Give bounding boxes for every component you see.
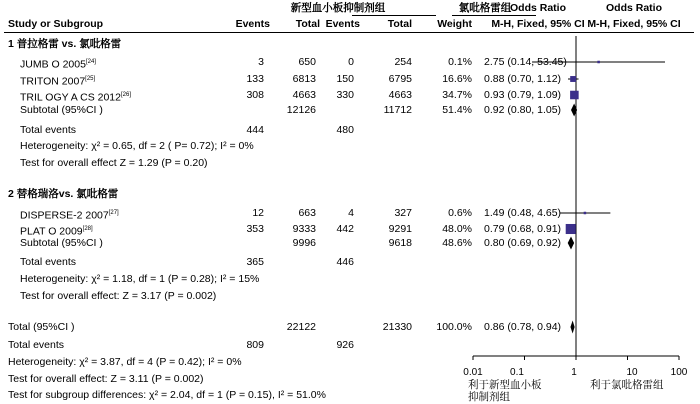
events2-cell: 330 <box>336 89 354 101</box>
total2-cell: 6795 <box>388 73 412 85</box>
ci-cell: 0.93 (0.79, 1.09) <box>484 89 562 101</box>
ci-cell: 1.49 (0.48, 4.65) <box>484 207 562 219</box>
events1-cell: 12 <box>252 207 264 219</box>
total-events-label: Total events <box>20 256 77 268</box>
total-label: Total (95%CI ) <box>8 321 75 333</box>
events1-cell: 3 <box>258 56 264 68</box>
study-ref: [27] <box>108 210 119 216</box>
study-name: TRIL OGY A CS 2012 <box>20 91 121 104</box>
total-ci: 0.86 (0.78, 0.94) <box>484 321 562 333</box>
odds-ratio-header-1: Odds Ratio <box>509 2 566 14</box>
total-events-1: 809 <box>246 339 264 351</box>
study-column-header: Study or Subgroup <box>8 18 104 30</box>
study-ref: [28] <box>82 226 93 232</box>
total-overall-effect-text: Test for overall effect: Z = 3.11 (P = 0.002) <box>8 373 204 385</box>
subtotal-ci: 0.92 (0.80, 1.05) <box>484 104 562 116</box>
total-events-label: Total events <box>20 124 77 136</box>
study-square <box>597 61 600 64</box>
total1-header: Total <box>295 18 320 30</box>
study-square <box>570 91 579 100</box>
total1-cell: 650 <box>298 56 316 68</box>
exp-group-header: 新型血小板抑制剂组 <box>290 2 386 14</box>
study-name: DISPERSE-2 2007 <box>20 209 109 222</box>
x-tick-label: 100 <box>670 367 688 378</box>
subtotal-weight: 51.4% <box>442 104 472 116</box>
total-events-1: 444 <box>246 124 264 136</box>
total2-cell: 254 <box>394 56 412 68</box>
total1-cell: 4663 <box>292 89 316 101</box>
total-events-label: Total events <box>8 339 65 351</box>
study-name: JUMB O 2005 <box>20 58 86 71</box>
study-ref: [26] <box>120 92 131 98</box>
ci-cell: 0.88 (0.70, 1.12) <box>484 73 562 85</box>
total2-cell: 4663 <box>388 89 412 101</box>
total-total2: 21330 <box>382 321 412 333</box>
weight-cell: 34.7% <box>442 89 472 101</box>
study-name: TRITON 2007 <box>20 75 86 88</box>
events2-cell: 4 <box>348 207 354 219</box>
events1-header: Events <box>235 18 270 30</box>
weight-cell: 0.1% <box>448 56 472 68</box>
total-heterogeneity-text: Heterogeneity: χ² = 3.87, df = 4 (P = 0.42); I² = 0% <box>8 356 242 368</box>
subgroup-differences-text: Test for subgroup differences: χ² = 2.04, df = 1 (P = 0.15), I² = 51.0% <box>8 389 326 401</box>
heterogeneity-text: Heterogeneity: χ² = 1.18, df = 1 (P = 0.28); I² = 15% <box>20 273 260 285</box>
total-weight: 100.0% <box>436 321 472 333</box>
study-square <box>566 224 576 234</box>
subtotal-label: Subtotal (95%CI ) <box>20 237 103 249</box>
pooled-diamond <box>568 237 574 250</box>
weight-cell: 48.0% <box>442 223 472 235</box>
events2-cell: 442 <box>336 223 354 235</box>
x-tick-label: 10 <box>626 367 638 378</box>
events1-cell: 308 <box>246 89 264 101</box>
heterogeneity-text: Heterogeneity: χ² = 0.65, df = 2 ( P= 0.72); I² = 0% <box>20 140 254 152</box>
total1-cell: 663 <box>298 207 316 219</box>
total1-cell: 9333 <box>292 223 316 235</box>
subtotal-total1: 12126 <box>286 104 316 116</box>
weight-cell: 16.6% <box>442 73 472 85</box>
events2-header: Events <box>325 18 360 30</box>
total-events-2: 446 <box>336 256 354 268</box>
x-tick-label: 1 <box>571 367 577 378</box>
total1-cell: 6813 <box>292 73 316 85</box>
weight-cell: 0.6% <box>448 207 472 219</box>
ci-cell: 2.75 (0.14, 53.45) <box>484 56 567 68</box>
study-ref: [24] <box>85 59 96 65</box>
events2-cell: 0 <box>348 56 354 68</box>
events2-cell: 150 <box>336 73 354 85</box>
subgroup-title: 2 替格瑞洛vs. 氯吡格雷 <box>8 188 119 200</box>
favours-left-label-1: 利于新型血小板 <box>468 379 542 391</box>
subgroup-title: 1 普拉格雷 vs. 氯吡格雷 <box>8 38 122 50</box>
subtotal-total1: 9996 <box>292 237 316 249</box>
total-events-2: 926 <box>336 339 354 351</box>
overall-effect-text: Test for overall effect Z = 1.29 (P = 0.20) <box>20 157 208 169</box>
total2-cell: 9291 <box>388 223 412 235</box>
method-header-2: M-H, Fixed, 95% CI <box>587 18 681 30</box>
study-square <box>584 212 587 215</box>
subtotal-total2: 9618 <box>388 237 412 249</box>
subtotal-label: Subtotal (95%CI ) <box>20 104 103 116</box>
total-events-1: 365 <box>246 256 264 268</box>
total-events-2: 480 <box>336 124 354 136</box>
total-total1: 22122 <box>286 321 316 333</box>
pooled-diamond <box>570 321 574 334</box>
study-ref: [25] <box>85 76 96 82</box>
ctl-group-header: 氯吡格雷组 <box>458 2 512 14</box>
odds-ratio-header-2: Odds Ratio <box>605 2 662 14</box>
total2-cell: 327 <box>394 207 412 219</box>
events1-cell: 353 <box>246 223 264 235</box>
ci-cell: 0.79 (0.68, 0.91) <box>484 223 562 235</box>
study-name: PLAT O 2009 <box>20 225 83 238</box>
favours-right-label: 利于氯吡格雷组 <box>590 379 664 391</box>
method-header-1: M-H, Fixed, 95% CI <box>491 18 585 30</box>
weight-header: Weight <box>437 18 472 30</box>
subtotal-weight: 48.6% <box>442 237 472 249</box>
x-tick-label: 0.01 <box>463 367 483 378</box>
overall-effect-text: Test for overall effect: Z = 3.17 (P = 0.002) <box>20 290 217 302</box>
x-tick-label: 0.1 <box>510 367 524 378</box>
study-square <box>570 76 576 82</box>
total2-header: Total <box>387 18 412 30</box>
subtotal-ci: 0.80 (0.69, 0.92) <box>484 237 562 249</box>
subtotal-total2: 11712 <box>383 104 412 116</box>
events1-cell: 133 <box>246 73 264 85</box>
favours-left-label-2: 抑制剂组 <box>468 391 510 403</box>
